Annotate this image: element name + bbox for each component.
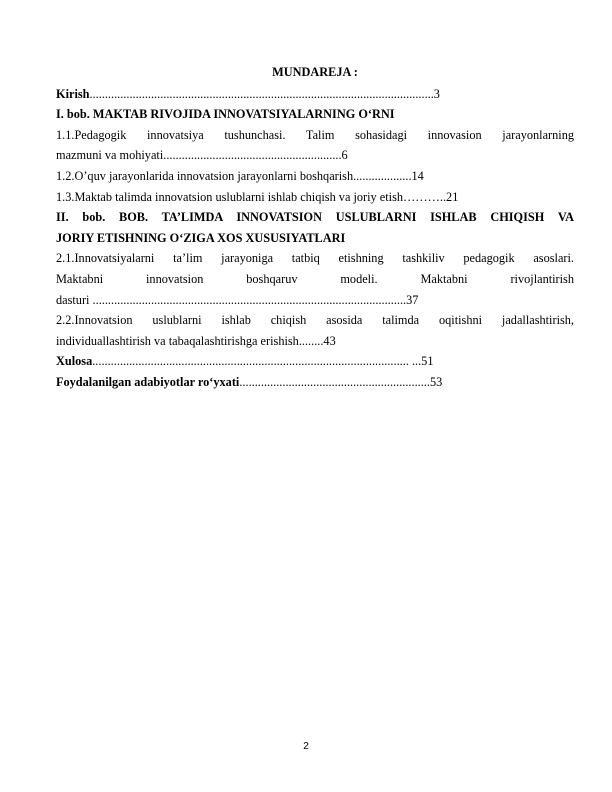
leader-dots: ...................................................................................................... [92, 292, 407, 307]
leader-dots: ……….. [403, 189, 447, 204]
toc-entry-2-1-line2: Maktabni innovatsion boshqaruv modeli. Maktabni rivojlantirish [56, 271, 574, 286]
toc-entry-1-1-line1: 1.1.Pedagogik innovatsiya tushunchasi. Talim sohasidagi innovasion jarayonlarning [56, 127, 574, 142]
toc-entry-1-1-line2 [56, 145, 574, 166]
entry-text: 1.3.Maktab talimda innovatsion uslublarni ishlab chiqish va joriy etish [56, 189, 403, 204]
toc-entry-2-2-line1: 2.2.Innovatsion uslublarni ishlab chiqish asosida talimda oqitishni jadallashtirish, [56, 313, 574, 328]
page-ref: 21 [446, 189, 459, 204]
toc-entry-1-3 [56, 187, 574, 208]
leader-dots: ................... [353, 168, 412, 183]
page-number: 2 [303, 741, 309, 752]
toc-entry-1-2 [56, 166, 574, 187]
entry-text: mazmuni va mohiyati. [56, 148, 167, 163]
toc-entry-2-2-line2 [56, 331, 574, 352]
page-ref: 53 [429, 374, 443, 389]
toc-chapter-2-line1: II. bob. BOB. TA’LIMDA INNOVATSION USLUBLARNI ISHLAB CHIQISH VA [56, 210, 574, 225]
toc-title: MUNDAREJA : [272, 65, 358, 79]
leader-dots: ................................................................................................................ [89, 86, 434, 101]
entry-label: Xulosa [56, 354, 93, 369]
leader-dots: ....................................................................................................... ... [92, 354, 422, 369]
entry-label: Foydalanilgan adabiyotlar ro‘yxati [56, 374, 240, 389]
page-ref: 51 [421, 354, 434, 369]
entry-text: dasturi [56, 292, 93, 307]
page-ref: 37 [406, 292, 419, 307]
leader-dots: .............................................................. [239, 374, 430, 389]
page-ref: 3 [433, 86, 440, 101]
toc-entry-2-1-line3 [56, 290, 574, 311]
toc-chapter-2-line2: JORIY ETISHNING O‘ZIGA XOS XUSUSIYATLARI [56, 230, 346, 245]
entry-label: Kirish [56, 86, 90, 101]
toc-chapter-1: I. bob. MAKTAB RIVOJIDA INNOVATSIYALARNING O‘RNI [56, 107, 395, 122]
leader-dots: ......................................................... [166, 148, 342, 163]
entry-text: 1.2.O’quv jarayonlarida innovatsion jarayonlarni boshqarish [56, 168, 354, 183]
toc-entry-kirish [56, 84, 574, 105]
toc-entry-adabiyot [56, 372, 574, 393]
page-ref: 43 [323, 333, 336, 348]
page-ref: 14 [411, 168, 424, 183]
leader-dots: ........ [298, 333, 324, 348]
table-of-contents [56, 62, 574, 393]
toc-entry-xulosa [56, 351, 574, 372]
toc-entry-2-1-line1: 2.1.Innovatsiyalarni ta’lim jarayoniga tatbiq etishning tashkiliv pedagogik asoslari. [56, 251, 574, 266]
entry-text: individuallashtirish va tabaqalashtirishga erishish [56, 333, 299, 348]
page-ref: 6 [341, 148, 348, 163]
